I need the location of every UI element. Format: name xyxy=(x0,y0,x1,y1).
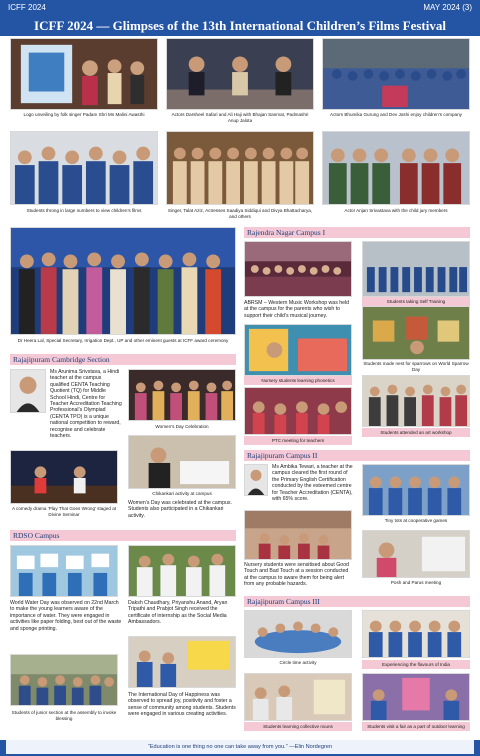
photo-field-trip xyxy=(362,673,470,721)
section-cambridge: Rajajipuram Cambridge Section xyxy=(10,354,236,365)
para-happiness: The International Day of Happiness was observed to spread joy, positivity and foster a sense of community among students. Students were engaged in various creating activities. xyxy=(128,692,236,718)
caption-junior-assembly: Students of junior section at the assembly to invoke blessing xyxy=(11,710,117,721)
section-rajajipuram-3: Rajajipuram Campus III xyxy=(244,596,470,607)
caption-self-training: Students taking Self Training xyxy=(362,297,470,306)
photo-award-ceremony xyxy=(10,227,236,335)
caption-singer-talat: Singer, Talat Aziz, Actresses Saadiya Siddiqui and Divya Bhattacharya, and others xyxy=(167,208,313,219)
para-arunima: Ms Arunima Srivstava, a Hindi teacher at the campus qualified CENTA Teaching Quotient (TQ) for Middle School Hindi, Centre for Teacher Accreditation Teaching Professional’s Olympiad (CENTA TPO) is a unique national competition to reward, recognise and celebrate teachers. xyxy=(50,369,122,440)
section-rdso: RDSO Campus xyxy=(10,530,236,541)
photo-students-throng xyxy=(10,131,158,205)
caption-womens-day: Women’s Day Celebration xyxy=(155,424,209,429)
photo-self-training xyxy=(362,241,470,297)
caption-art-workshop: Students attended an art workshop xyxy=(362,428,470,437)
photo-posh-parus xyxy=(362,530,470,578)
photo-phonetics xyxy=(244,324,352,376)
photo-social-ambassadors xyxy=(128,545,236,597)
caption-flavours: Experiencing the flavours of India xyxy=(362,660,470,669)
caption-students-throng: Students throng in large numbers to view children’s films xyxy=(26,208,142,213)
photo-actors-bhumika xyxy=(322,38,470,110)
photo-nursery-session xyxy=(244,510,352,560)
caption-field-trip: Students visit a fair as a part of outdoor learning xyxy=(362,722,470,731)
caption-dr-heera: Dr Heera Lal, Special Secretary, Irrigation Dept., UP and other eminent guests at ICFF award ceremony xyxy=(17,338,229,343)
photo-comedy-drama xyxy=(10,450,118,504)
page-header xyxy=(0,0,480,16)
caption-sparrow-nest: Students made nest for sparrows on World Sparrow Day xyxy=(363,361,469,372)
footer-quote: “Education is one thing no one can take away from you.” —Elin Nordegren xyxy=(6,740,474,754)
para-ambika: Ms Ambika Tewari, a teacher at the campus cleared the first round of the Primary English Certification conducted by the esteemed centre for Teacher Accreditation (CENTA), with 65% score. xyxy=(272,464,353,503)
photo-water-day xyxy=(10,545,118,597)
caption-circle-time: Circle time activity xyxy=(279,660,317,665)
photo-arunima-portrait xyxy=(10,369,46,413)
para-nursery: Nursery students were sensitised about Good Touch and Bad Touch at a session conducted at the campus to aware them for being alert from any probable hazards. xyxy=(244,562,349,588)
photo-art-workshop xyxy=(362,375,470,427)
photo-tiny-tots xyxy=(362,464,470,516)
photo-sparrow-nest xyxy=(362,306,470,360)
photo-abrsm-workshop xyxy=(244,241,352,297)
para-water-day: World Water Day was observed on 22nd March to make the young learners aware of the importance of water. They were engaged in activities like paper folding, best out of the waste and sponge printing. xyxy=(10,600,122,632)
caption-phonetics: Nursery students learning phonetics xyxy=(244,376,352,385)
para-daksh: Daksh Chaudhary, Priyanshu Anand, Aryan Tripathi and Prabjot Singh received the certificate of internship as the Social Media Ambassadors. xyxy=(128,600,228,626)
photo-junior-assembly xyxy=(10,654,118,706)
photo-ptc-meeting xyxy=(244,387,352,435)
section-rajendra-nagar: Rajendra Nagar Campus I xyxy=(244,227,470,238)
para-womens-day: Women’s Day was celebrated at the campus. Students also participated in a Chikankari activity. xyxy=(128,500,232,519)
caption-actor-anjan: Actor Anjan Srivastava with the child jury members xyxy=(344,208,448,213)
caption-tiny-tots: Tiny tots at cooperative games xyxy=(384,518,448,523)
caption-ptc: PTC meeting for teachers xyxy=(244,436,352,445)
header-left: ICFF 2024 xyxy=(8,3,46,12)
section-rajajipuram-2: Rajajipuram Campus II xyxy=(244,450,470,461)
caption-actors-sarmat: Actors Darsheel Safari and Ali Haji with Bhajan Sanmat, Padmashri Anup Jalota xyxy=(171,112,309,123)
para-abrsm: ABRSM – Western Music Workshop was held at the campus for the parents who wish to support their child’s musical journey. xyxy=(244,300,350,319)
caption-logo: Logo unveiling by folk singer Padam Shri Ms Malini Awasthi xyxy=(23,112,145,117)
caption-actors-bhumika: Actors Bhumika Gurung and Dev Joshi enjoy children’s company xyxy=(330,112,462,117)
photo-chikankari xyxy=(128,435,236,489)
caption-comedy-drama: A comedy drama ‘Play That Goes Wrong’ staged at Divine Seminar xyxy=(11,506,117,517)
photo-flavours xyxy=(362,610,470,658)
caption-posh: Posh and Parus meeting xyxy=(390,580,442,585)
photo-collective-nouns xyxy=(244,673,352,721)
photo-logo-unveiling xyxy=(10,38,158,110)
photo-ambika-portrait xyxy=(244,464,268,496)
photo-singer-talat xyxy=(166,131,314,205)
caption-collective-nouns: Students learning collective nouns xyxy=(244,722,352,731)
page-title: ICFF 2024 — Glimpses of the 13th International Children’s Films Festival xyxy=(0,16,480,36)
photo-circle-time xyxy=(244,610,352,658)
header-right: MAY 2024 (3) xyxy=(423,3,472,12)
photo-womens-day xyxy=(128,369,236,421)
photo-actors-sarmat xyxy=(166,38,314,110)
photo-happiness-day xyxy=(128,636,236,688)
photo-actor-anjan xyxy=(322,131,470,205)
caption-chikankari: Chikankari activity at campus xyxy=(152,491,212,496)
